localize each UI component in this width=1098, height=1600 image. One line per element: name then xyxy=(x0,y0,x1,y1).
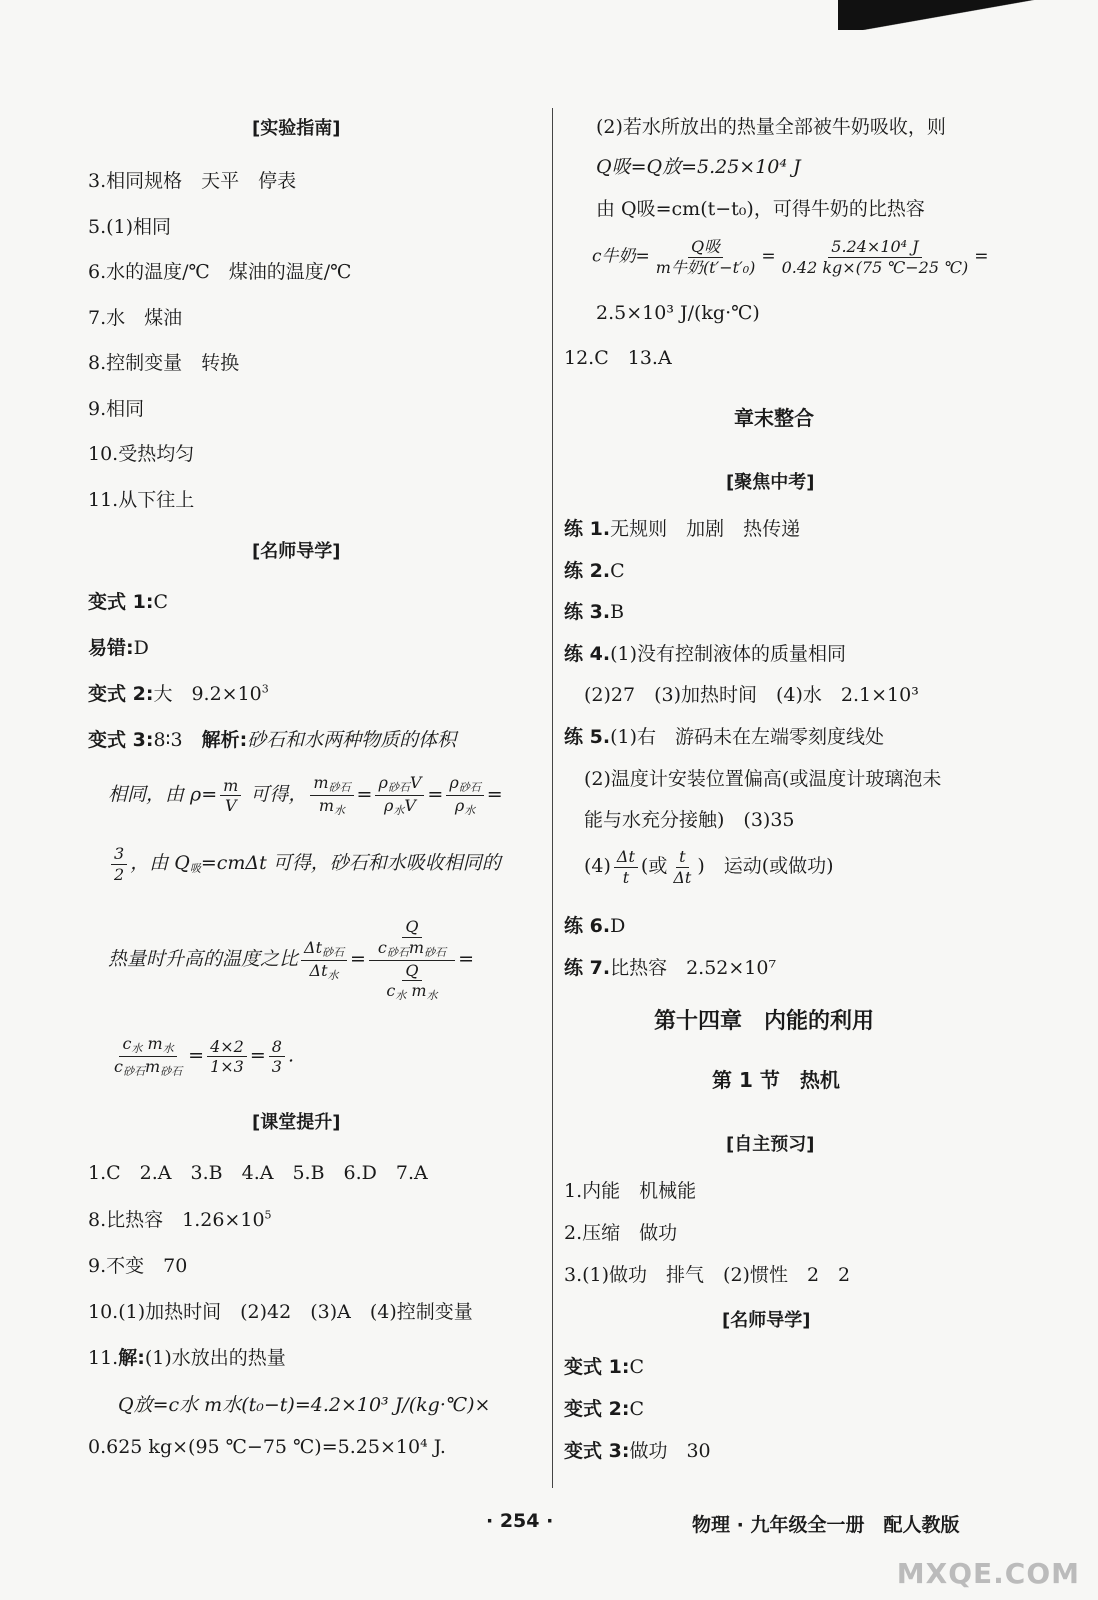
improve-11-text: (1)水放出的热量 xyxy=(144,1347,286,1369)
variant-1 xyxy=(88,587,168,614)
heat-variant-2-answer: C xyxy=(629,1398,644,1420)
variant-2-exponent: 3 xyxy=(261,682,269,696)
fraction-q-compound: $\frac{\frac{Q}{c_{砂石}m_{砂石}}}{\frac{Q}{c_水 m_水}}$ xyxy=(369,918,455,1002)
fraction-dt-over-t: $\frac{\Delta t}{t}$ xyxy=(614,848,638,886)
book-title-footer: 物理 · 九年级全一册 配人教版 xyxy=(692,1514,960,1536)
practice-5-line-4: (4) $\frac{\Delta t}{t}$ (或 $\frac{t}{\Delta t}$ ) 运动(或做功) xyxy=(584,847,834,887)
variant-2-answer: 大 9.2×10 xyxy=(153,683,262,705)
common-mistake-label: 易错: xyxy=(88,637,134,659)
variant-3-label: 变式 3: xyxy=(88,729,154,751)
answer-5: 5.(1)相同 xyxy=(88,216,172,238)
practice-5 xyxy=(564,722,884,749)
fraction-temp-ratio: $\frac{\Delta t_{砂石}}{\Delta t_水}$ xyxy=(301,939,347,982)
improve-11-number: 11. xyxy=(88,1347,119,1369)
milk-formula: c牛奶= $\frac{\text{Q吸}}{\text{m牛奶(t′−t′₀)}}$ = $\frac{\text{5.24×10⁴ J}}{0.42 kg\times(75 ℃-25 ℃)}$ = xyxy=(592,237,989,277)
milk-result: 2.5×10³ J/(kg·℃) xyxy=(596,302,760,324)
heat-variant-1-answer: C xyxy=(629,1356,644,1378)
fraction-cm-ratio: $\frac{c_水 m_水}{c_{砂石}m_{砂石}}$ xyxy=(114,1034,183,1079)
analysis-line-3-text: ，由 Q xyxy=(130,852,190,875)
practice-5-line-3: 能与水充分接触) (3)35 xyxy=(584,809,795,831)
chapter-summary-title: 章末整合 xyxy=(734,406,814,430)
answer-3: 3.相同规格 天平 停表 xyxy=(88,170,297,192)
preview-3: 3.(1)做功 排气 (2)惯性 2 2 xyxy=(564,1264,851,1286)
answer-8: 8.控制变量 转换 xyxy=(88,352,240,374)
fraction-q-absorbed xyxy=(653,238,759,276)
practice-2 xyxy=(564,556,625,583)
fraction-values-denominator: 0.42 kg×(75 ℃−25 ℃) xyxy=(781,257,969,277)
milk-line-3: 由 Q吸=cm(t−t₀)，可得牛奶的比热容 xyxy=(596,198,925,220)
practice-1-label: 练 1. xyxy=(564,518,611,540)
practice-2-label: 练 2. xyxy=(564,560,611,582)
practice-1 xyxy=(564,514,800,541)
practice-7 xyxy=(564,953,776,980)
fraction-q-denominator: m牛奶(t′−t′₀) xyxy=(655,257,756,277)
scan-shadow xyxy=(838,0,1098,30)
analysis-line-2-text: 相同，由 ρ= xyxy=(108,783,218,806)
fraction-milk-values xyxy=(779,238,972,276)
heat-variant-3-answer: 做功 30 xyxy=(629,1440,711,1462)
improve-11 xyxy=(88,1343,286,1370)
practice-4 xyxy=(564,639,846,666)
milk-line-2: Q吸=Q放=5.25×10⁴ J xyxy=(596,156,801,178)
improve-11-line-3: 0.625 kg×(95 ℃−75 ℃)=5.25×10⁴ J. xyxy=(88,1436,446,1458)
milk-line-1: (2)若水所放出的热量全部被牛奶吸收，则 xyxy=(596,116,946,138)
improve-10: 10.(1)加热时间 (2)42 (3)A (4)控制变量 xyxy=(88,1301,473,1323)
heat-variant-3-label: 变式 3: xyxy=(564,1440,630,1462)
improve-1-7: 1.C 2.A 3.B 4.A 5.B 6.D 7.A xyxy=(88,1162,428,1184)
analysis-line-4: 热量时升高的温度之比 $\frac{\Delta t_{砂石}}{\Delta t_水}$ = $\frac{\frac{Q}{c_{砂石}m_{砂石}}}{\frac{Q}{c_水 m_水}}$ = xyxy=(108,917,474,1003)
watermark: MXQE.COM xyxy=(896,1557,1080,1590)
heading-experiment-guide: [实验指南] xyxy=(252,118,341,139)
practice-3-label: 练 3. xyxy=(564,601,611,623)
analysis-line-2-tail: 可得， xyxy=(244,783,308,806)
answer-7: 7.水 煤油 xyxy=(88,307,183,329)
heading-teacher-guide: [名师导学] xyxy=(252,541,341,562)
fraction-t-over-dt: $\frac{t}{\Delta t}$ xyxy=(673,847,692,887)
practice-7-label: 练 7. xyxy=(564,957,611,979)
chapter-14-title: 第十四章 内能的利用 xyxy=(654,1009,875,1034)
preview-2: 2.压缩 做功 xyxy=(564,1222,678,1244)
analysis-line-4-text: 热量时升高的温度之比 xyxy=(108,948,299,971)
improve-8 xyxy=(88,1205,272,1232)
heading-focus-exam: [聚焦中考] xyxy=(726,472,815,493)
fraction-result: $\frac{8}{3}$ xyxy=(269,1038,285,1076)
section-1-title: 第 1 节 热机 xyxy=(712,1068,840,1092)
practice-4-line-2: (2)27 (3)加热时间 (4)水 2.1×10³ xyxy=(584,684,919,706)
common-mistake xyxy=(88,633,149,660)
analysis-line-2: 相同，由 ρ= $\frac{m}{V}$ 可得， $\frac{m_{砂石}}{m_水}$ = $\frac{\rho_{砂石}V}{\rho_水V}$ = $\frac{\rho_{砂石}}{\rho_水}$ = xyxy=(108,773,503,818)
preview-1: 1.内能 机械能 xyxy=(564,1180,697,1202)
fraction-numeric: $\frac{4\times 2}{1\times 3}$ xyxy=(207,1038,247,1076)
improve-8-exponent: 5 xyxy=(264,1208,272,1222)
heat-variant-2 xyxy=(564,1394,644,1421)
heat-variant-3 xyxy=(564,1436,711,1463)
practice-5-line-4-start: (4) xyxy=(584,855,611,878)
practice-4-answer: (1)没有控制液体的质量相同 xyxy=(610,643,846,665)
improve-11-line-2: Q放=c水 m水(t₀−t)=4.2×10³ J/(kg·℃)× xyxy=(118,1394,491,1416)
analysis-text: 砂石和水两种物质的体积 xyxy=(247,729,457,751)
answer-9: 9.相同 xyxy=(88,398,145,420)
solution-label: 解: xyxy=(118,1347,145,1369)
heading-self-preview: [自主预习] xyxy=(726,1134,815,1155)
practice-6-label: 练 6. xyxy=(564,915,611,937)
fraction-m-over-v: $\frac{m}{V}$ xyxy=(220,777,241,815)
heading-teacher-guide-2: [名师导学] xyxy=(722,1310,811,1331)
heat-variant-1-label: 变式 1: xyxy=(564,1356,630,1378)
fraction-values-numerator: 5.24×10⁴ J xyxy=(828,238,921,258)
variant-3 xyxy=(88,725,456,752)
practice-1-answer: 无规则 加剧 热传递 xyxy=(610,518,801,540)
analysis-label: 解析: xyxy=(201,729,248,751)
practice-2-answer: C xyxy=(610,560,625,582)
variant-3-answer: 8∶3 xyxy=(153,729,202,751)
heading-class-improve: [课堂提升] xyxy=(252,1112,341,1133)
improve-9: 9.不变 70 xyxy=(88,1255,188,1277)
answers-12-13: 12.C 13.A xyxy=(564,347,672,369)
practice-3 xyxy=(564,597,624,624)
variant-2 xyxy=(88,679,269,706)
fraction-3-over-2: $\frac{3}{2}$ xyxy=(111,845,127,883)
analysis-line-3: $\frac{3}{2}$ ，由 $Q_吸=cm\Delta t$ 可得，砂石和水吸收相同的 xyxy=(108,845,501,883)
practice-7-answer: 比热容 2.52×10⁷ xyxy=(610,957,777,979)
practice-6-answer: D xyxy=(610,915,626,937)
variant-2-label: 变式 2: xyxy=(88,683,154,705)
variant-1-label: 变式 1: xyxy=(88,591,154,613)
column-divider xyxy=(552,108,553,1488)
practice-5-label: 练 5. xyxy=(564,726,611,748)
fraction-density-ratio: $\frac{\rho_{砂石}}{\rho_水}$ xyxy=(446,774,483,817)
page-number: · 254 · xyxy=(486,1510,554,1532)
milk-formula-lhs: c牛奶= xyxy=(592,246,650,267)
answer-10: 10.受热均匀 xyxy=(88,443,195,465)
practice-5-answer: (1)右 游码未在左端零刻度线处 xyxy=(610,726,884,748)
fraction-density-volume: $\frac{\rho_{砂石}V}{\rho_水V}$ xyxy=(375,774,424,817)
practice-5-line-4-tail: 运动(或做功) xyxy=(704,855,834,878)
improve-8-text: 8.比热容 1.26×10 xyxy=(88,1209,265,1231)
heat-variant-2-label: 变式 2: xyxy=(564,1398,630,1420)
analysis-line-3-tail: =cmΔt 可得，砂石和水吸收相同的 xyxy=(200,852,501,875)
practice-3-answer: B xyxy=(610,601,625,623)
practice-6 xyxy=(564,911,625,938)
fraction-q-numerator: Q吸 xyxy=(688,238,723,258)
variant-1-answer: C xyxy=(153,591,168,613)
practice-5-line-2: (2)温度计安装位置偏高(或温度计玻璃泡未 xyxy=(584,768,942,790)
practice-4-label: 练 4. xyxy=(564,643,611,665)
fraction-mass-ratio: $\frac{m_{砂石}}{m_水}$ xyxy=(310,774,353,817)
heat-variant-1 xyxy=(564,1352,644,1379)
common-mistake-answer: D xyxy=(133,637,149,659)
analysis-line-5: $\frac{c_水 m_水}{c_{砂石}m_{砂石}}$ = $\frac{4\times 2}{1\times 3}$ = $\frac{8}{3}$ . xyxy=(108,1035,294,1078)
answer-6: 6.水的温度/℃ 煤油的温度/℃ xyxy=(88,261,352,283)
answer-11: 11.从下往上 xyxy=(88,489,195,511)
